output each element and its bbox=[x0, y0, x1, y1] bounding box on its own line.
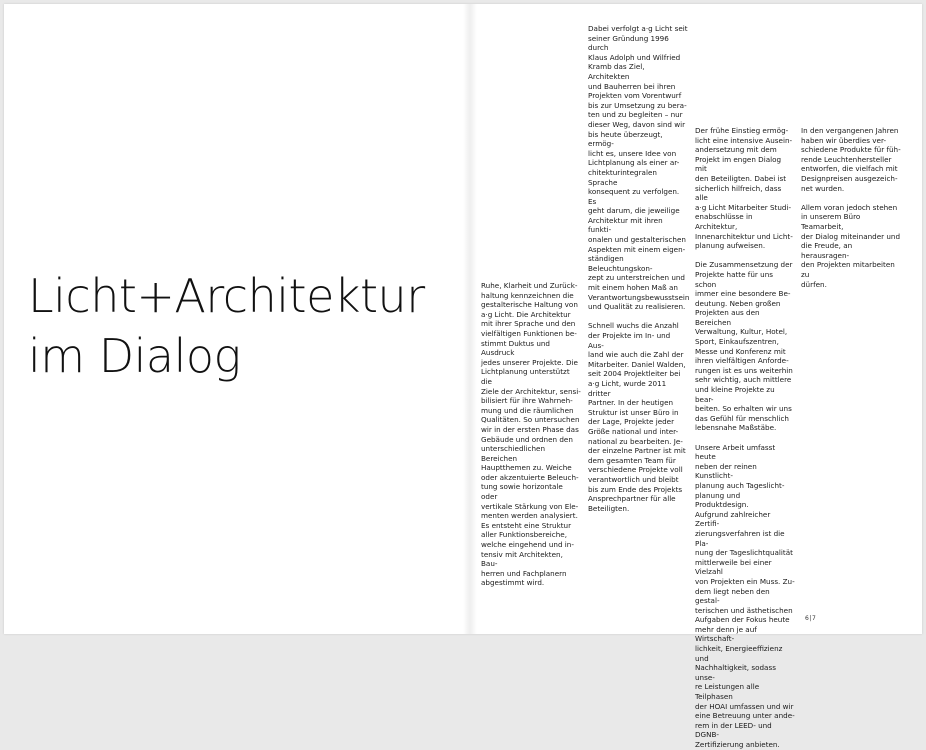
text-column-3 bbox=[695, 126, 795, 750]
book-spread bbox=[4, 4, 922, 749]
text-column-2 bbox=[588, 24, 688, 513]
paragraph: In den vergangenen Jahren haben wir überdies ver- schiedene Produkte für füh- rende Leuchtenhersteller entworfen, die vielfach mit Designpreisen ausgezeich- net wurden. bbox=[801, 126, 901, 193]
text-column-1 bbox=[481, 281, 581, 588]
paragraph: Die Zusammensetzung der Projekte hatte für uns schon immer eine besondere Be- deutung. Neben großen Projekten aus den Bereichen Verwaltung, Kultur, Hotel, Sport, Einkaufszentren, Messe und Konferenz mit ihren vielfältigen Anforde- rungen ist es uns weiterhin sehr wichtig, auch mittlere und kleine Projekte zu bear- beiten. So erhalten wir uns das Gefühl für menschlich lebensnahe Maßstäbe. bbox=[695, 260, 793, 433]
paragraph: Allem voran jedoch stehen in unserem Büro Teamarbeit, der Dialog miteinander und die Freude, an herausragen- den Projekten mitarbeiten zu dürfen. bbox=[801, 202, 901, 289]
paragraph: Schnell wuchs die Anzahl der Projekte im In- und Aus- land wie auch die Zahl der Mitarbeiter. Daniel Walden, seit 2004 Projektleiter bei a·g Licht, wurde 2011 dritter Partner. In der heutigen Struktur ist unser Büro in der Lage, Projekte jeder Größe national und inter- national zu bearbeiten. Je- der einzelne Partner ist mit dem gesamten Team für verschiedene Projekte voll verantwortlich und bleibt bis zum Ende des Projekts Ansprechpartner für alle Beteiligten. bbox=[588, 321, 686, 513]
text-column-4 bbox=[801, 126, 901, 289]
headline-line-1: Licht+Architektur bbox=[28, 269, 425, 323]
page-number: 6|7 bbox=[805, 615, 817, 622]
headline-line-2: im Dialog bbox=[28, 329, 241, 383]
paragraph: Der frühe Einstieg ermög- licht eine intensive Ausein- andersetzung mit dem Projekt im engen Dialog mit den Beteiligten. Dabei ist sicherlich hilfreich, dass alle a·g Licht Mitarbeiter Studi- enabschlüsse in Architektur, Innenarchitektur und Licht- planung aufweisen. bbox=[695, 126, 793, 251]
headline bbox=[28, 266, 425, 386]
paragraph: Dabei verfolgt a·g Licht seit seiner Gründung 1996 durch Klaus Adolph und Wilfried Kramb das Ziel, Architekten und Bauherren bei ihren Projekten vom Vorentwurf bis zur Umsetzung zu bera- ten und zu begleiten – nur dieser Weg, davon sind wir bis heute überzeugt, ermög- licht es, unsere Idee von Lichtplanung als einer ar- chitekturintegralen Sprache konsequent zu verfolgen. Es geht darum, die jeweilige Architektur mit ihren funkti- onalen und gestalterischen Aspekten mit einem eigen- ständigen Beleuchtungskon- zept zu unterstreichen und mit einem hohen Maß an Verantwortungsbewusstsein und Qualität zu realisieren. bbox=[588, 24, 690, 312]
book-gutter bbox=[463, 4, 477, 634]
paragraph: Unsere Arbeit umfasst heute neben der reinen Kunstlicht- planung auch Tageslicht- planung und Produktdesign. Aufgrund zahlreicher Zertifi- zierungsverfahren ist die Pla- nung der Tageslichtqualität mittlerweile bei einer Vielzahl von Projekten ein Muss. Zu- dem liegt neben den gestal- terischen und ästhetischen Aufgaben der Fokus heute mehr denn je auf Wirtschaft- lichkeit, Energieeffizienz und Nachhaltigkeit, sodass unse- re Leistungen alle Teilphasen der HOAI umfassen und wir eine Betreuung unter ande- rem in der LEED- und DGNB- Zertifizierung anbieten. bbox=[695, 442, 795, 749]
paragraph: Ruhe, Klarheit und Zurück- haltung kennzeichnen die gestalterische Haltung von a·g Licht. Die Architektur mit ihrer Sprache und den vielfältigen Funktionen be- stimmt Duktus und Ausdruck jedes unserer Projekte. Die Lichtplanung unterstützt die Ziele der Architektur, sensi- bilisiert für ihre Wahrneh- mung und die räumlichen Qualitäten. So untersuchen wir in der ersten Phase das Gebäude und ordnen den unterschiedlichen Bereichen Hauptthemen zu. Weiche oder akzentuierte Beleuch- tung sowie horizontale oder vertikale Stärkung von Ele- menten werden analysiert. Es entsteht eine Struktur aller Funktionsbereiche, welche eingehend und in- tensiv mit Architekten, Bau- herren und Fachplanern abgestimmt wird. bbox=[481, 281, 581, 588]
